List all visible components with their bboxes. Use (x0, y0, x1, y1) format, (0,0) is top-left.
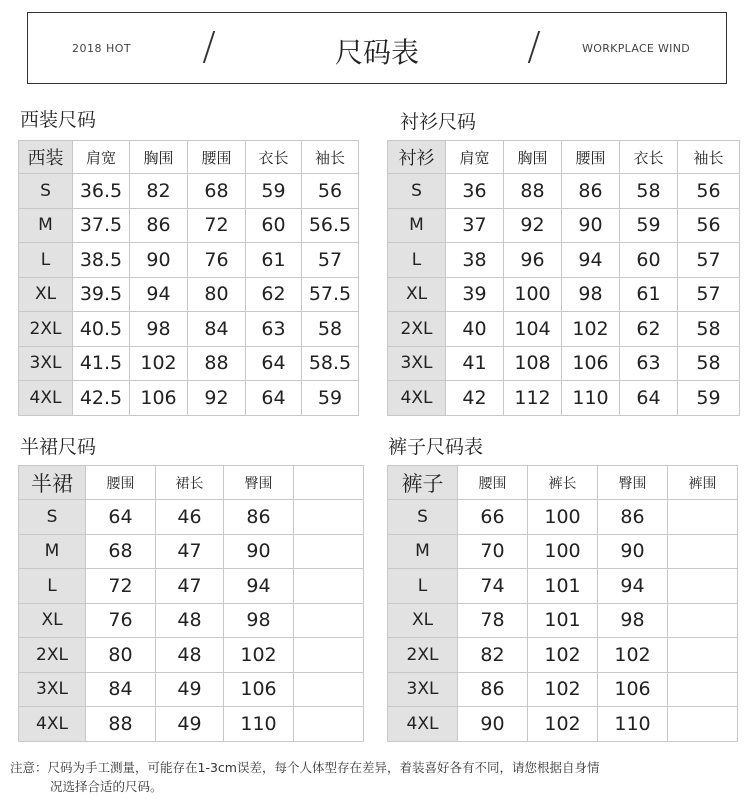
table-cell (294, 638, 364, 673)
table-cell: 47 (156, 569, 224, 604)
shirt-size-table (387, 140, 740, 416)
table-cell: 66 (458, 500, 528, 535)
table-header-row (388, 141, 740, 174)
table-cell: 48 (156, 603, 224, 638)
table-cell: 38.5 (73, 243, 130, 278)
table-cell: 36 (446, 174, 504, 209)
size-label: M (19, 208, 73, 243)
table-cell: 37 (446, 208, 504, 243)
table-cell: 46 (156, 500, 224, 535)
table-row (388, 603, 738, 638)
table-cell: 64 (86, 500, 156, 535)
table-cell: 106 (224, 672, 294, 707)
table-cell: 86 (130, 208, 188, 243)
column-header: 臀围 (598, 466, 668, 500)
suit-section-title: 西装尺码 (20, 109, 97, 131)
table-cell: 94 (130, 277, 188, 312)
size-label: S (388, 500, 458, 535)
table-cell: 41.5 (73, 346, 130, 381)
size-label: XL (388, 603, 458, 638)
table-header-row (19, 141, 359, 174)
size-label: 2XL (388, 638, 458, 673)
note-line-1: 注意：尺码为手工测量，可能存在1-3cm误差，每个人体型存在差异，着装喜好各有不同，请您根据自身情 (10, 760, 600, 775)
column-header: 西装 (19, 141, 73, 174)
table-header-row (388, 466, 738, 500)
table-row (388, 672, 738, 707)
column-header: 袖长 (678, 141, 740, 174)
table-cell: 58 (302, 312, 359, 347)
table-cell: 58 (678, 346, 740, 381)
table-cell: 94 (598, 569, 668, 604)
column-header: 胸围 (130, 141, 188, 174)
table-cell: 36.5 (73, 174, 130, 209)
table-cell (668, 707, 738, 742)
table-row (388, 346, 740, 381)
table-cell: 100 (504, 277, 562, 312)
table-row (19, 603, 364, 638)
table-cell: 102 (224, 638, 294, 673)
table-cell: 110 (224, 707, 294, 742)
table-row (19, 208, 359, 243)
table-cell (294, 569, 364, 604)
table-cell: 56 (302, 174, 359, 209)
suit-size-table (18, 140, 359, 416)
table-cell: 59 (620, 208, 678, 243)
column-header: 腰围 (562, 141, 620, 174)
table-cell: 76 (86, 603, 156, 638)
table-cell: 88 (504, 174, 562, 209)
column-header: 肩宽 (73, 141, 130, 174)
table-cell (294, 672, 364, 707)
table-cell: 62 (246, 277, 302, 312)
table-cell: 90 (224, 534, 294, 569)
column-header: 肩宽 (446, 141, 504, 174)
table-cell: 102 (528, 707, 598, 742)
table-cell: 98 (130, 312, 188, 347)
table-cell: 68 (86, 534, 156, 569)
column-header: 衬衫 (388, 141, 446, 174)
table-cell: 58.5 (302, 346, 359, 381)
table-cell: 88 (188, 346, 246, 381)
size-label: 2XL (19, 312, 73, 347)
table-cell: 72 (86, 569, 156, 604)
size-label: 3XL (388, 672, 458, 707)
table-cell (668, 672, 738, 707)
table-cell: 39 (446, 277, 504, 312)
column-header: 衣长 (620, 141, 678, 174)
header-right-text: WORKPLACE WIND (582, 42, 690, 55)
table-cell: 92 (188, 381, 246, 416)
column-header: 腰围 (86, 466, 156, 500)
table-cell: 86 (562, 174, 620, 209)
size-label: M (388, 208, 446, 243)
table-cell: 57 (678, 243, 740, 278)
table-cell: 76 (188, 243, 246, 278)
table-cell: 63 (246, 312, 302, 347)
size-label: S (388, 174, 446, 209)
table-cell: 100 (528, 534, 598, 569)
size-label: 2XL (19, 638, 86, 673)
table-cell: 80 (188, 277, 246, 312)
size-label: 2XL (388, 312, 446, 347)
table-cell: 49 (156, 707, 224, 742)
table-cell: 102 (130, 346, 188, 381)
table-cell: 94 (562, 243, 620, 278)
table-cell: 39.5 (73, 277, 130, 312)
column-header (294, 466, 364, 500)
table-row (388, 569, 738, 604)
size-label: 4XL (19, 381, 73, 416)
table-row (388, 707, 738, 742)
table-cell (294, 500, 364, 535)
table-cell: 92 (504, 208, 562, 243)
table-cell: 68 (188, 174, 246, 209)
table-cell (668, 603, 738, 638)
table-header-row (19, 466, 364, 500)
table-cell: 84 (188, 312, 246, 347)
column-header: 腰围 (458, 466, 528, 500)
table-cell: 96 (504, 243, 562, 278)
table-cell: 98 (562, 277, 620, 312)
table-cell: 90 (598, 534, 668, 569)
table-cell: 110 (562, 381, 620, 416)
table-row (388, 243, 740, 278)
table-cell: 42.5 (73, 381, 130, 416)
header-left-text: 2018 HOT (72, 42, 132, 55)
size-label: S (19, 174, 73, 209)
table-row (19, 277, 359, 312)
size-label: L (388, 569, 458, 604)
table-cell: 82 (458, 638, 528, 673)
table-cell: 61 (620, 277, 678, 312)
pants-size-table (387, 465, 738, 742)
table-cell: 59 (246, 174, 302, 209)
table-cell: 61 (246, 243, 302, 278)
table-cell (668, 569, 738, 604)
size-label: M (19, 534, 86, 569)
column-header: 裤子 (388, 466, 458, 500)
size-label: L (19, 243, 73, 278)
table-cell: 58 (678, 312, 740, 347)
table-cell: 106 (130, 381, 188, 416)
table-cell: 82 (130, 174, 188, 209)
table-cell: 38 (446, 243, 504, 278)
column-header: 裤长 (528, 466, 598, 500)
pants-section-title: 裤子尺码表 (388, 436, 484, 458)
table-row (388, 312, 740, 347)
table-cell: 57.5 (302, 277, 359, 312)
table-cell: 72 (188, 208, 246, 243)
table-row (388, 500, 738, 535)
page-title: 尺码表 (334, 36, 419, 69)
size-label: XL (19, 277, 73, 312)
table-cell: 56 (678, 208, 740, 243)
table-cell (294, 534, 364, 569)
table-cell: 64 (620, 381, 678, 416)
size-label: S (19, 500, 86, 535)
table-row (19, 381, 359, 416)
table-cell: 90 (562, 208, 620, 243)
table-row (19, 569, 364, 604)
size-label: 4XL (388, 381, 446, 416)
shirt-section-title: 衬衫尺码 (400, 111, 477, 133)
table-cell: 56.5 (302, 208, 359, 243)
table-cell: 106 (598, 672, 668, 707)
table-cell: 60 (246, 208, 302, 243)
table-row (19, 707, 364, 742)
table-cell: 98 (598, 603, 668, 638)
table-cell: 59 (302, 381, 359, 416)
table-row (388, 174, 740, 209)
table-cell: 84 (86, 672, 156, 707)
table-cell (668, 500, 738, 535)
table-cell: 110 (598, 707, 668, 742)
table-cell: 88 (86, 707, 156, 742)
header-banner (27, 12, 727, 84)
column-header: 裙长 (156, 466, 224, 500)
size-label: XL (388, 277, 446, 312)
skirt-section-title: 半裙尺码 (20, 436, 97, 458)
table-cell: 58 (620, 174, 678, 209)
size-label: 3XL (19, 346, 73, 381)
column-header: 半裙 (19, 466, 86, 500)
column-header: 袖长 (302, 141, 359, 174)
table-cell: 102 (598, 638, 668, 673)
table-cell: 64 (246, 381, 302, 416)
table-cell: 37.5 (73, 208, 130, 243)
table-cell: 57 (302, 243, 359, 278)
table-cell: 74 (458, 569, 528, 604)
table-cell: 56 (678, 174, 740, 209)
table-cell: 42 (446, 381, 504, 416)
table-cell: 47 (156, 534, 224, 569)
column-header: 衣长 (246, 141, 302, 174)
table-cell: 108 (504, 346, 562, 381)
table-row (19, 174, 359, 209)
table-cell: 62 (620, 312, 678, 347)
size-label: 4XL (19, 707, 86, 742)
table-cell (668, 534, 738, 569)
table-cell: 100 (528, 500, 598, 535)
table-cell: 78 (458, 603, 528, 638)
column-header: 胸围 (504, 141, 562, 174)
table-row (19, 346, 359, 381)
table-row (19, 243, 359, 278)
table-cell: 106 (562, 346, 620, 381)
table-cell: 59 (678, 381, 740, 416)
table-row (388, 534, 738, 569)
size-label: 3XL (388, 346, 446, 381)
table-cell: 41 (446, 346, 504, 381)
column-header: 臀围 (224, 466, 294, 500)
note-line-2: 况选择合适的尺码。 (50, 779, 163, 794)
skirt-size-table (18, 465, 364, 742)
table-cell (294, 603, 364, 638)
table-cell: 112 (504, 381, 562, 416)
table-cell: 40 (446, 312, 504, 347)
size-label: XL (19, 603, 86, 638)
table-cell: 101 (528, 603, 598, 638)
size-label: L (388, 243, 446, 278)
table-cell: 86 (458, 672, 528, 707)
table-cell: 40.5 (73, 312, 130, 347)
size-label: 3XL (19, 672, 86, 707)
table-row (388, 277, 740, 312)
table-row (388, 381, 740, 416)
table-cell: 86 (224, 500, 294, 535)
table-cell: 102 (562, 312, 620, 347)
size-label: M (388, 534, 458, 569)
table-cell: 102 (528, 638, 598, 673)
table-cell: 70 (458, 534, 528, 569)
table-cell: 90 (458, 707, 528, 742)
table-cell: 101 (528, 569, 598, 604)
table-cell (294, 707, 364, 742)
table-row (19, 638, 364, 673)
column-header: 腰围 (188, 141, 246, 174)
table-cell: 98 (224, 603, 294, 638)
table-row (19, 500, 364, 535)
table-cell: 60 (620, 243, 678, 278)
size-label: L (19, 569, 86, 604)
table-row (19, 672, 364, 707)
table-cell: 80 (86, 638, 156, 673)
column-header: 裤围 (668, 466, 738, 500)
table-cell (668, 638, 738, 673)
table-cell: 49 (156, 672, 224, 707)
table-cell: 102 (528, 672, 598, 707)
table-cell: 63 (620, 346, 678, 381)
table-cell: 86 (598, 500, 668, 535)
table-row (388, 208, 740, 243)
table-row (19, 534, 364, 569)
table-cell: 104 (504, 312, 562, 347)
table-cell: 94 (224, 569, 294, 604)
size-disclaimer-note (10, 758, 740, 796)
table-cell: 64 (246, 346, 302, 381)
table-cell: 90 (130, 243, 188, 278)
table-cell: 48 (156, 638, 224, 673)
table-row (19, 312, 359, 347)
table-row (388, 638, 738, 673)
size-label: 4XL (388, 707, 458, 742)
table-cell: 57 (678, 277, 740, 312)
